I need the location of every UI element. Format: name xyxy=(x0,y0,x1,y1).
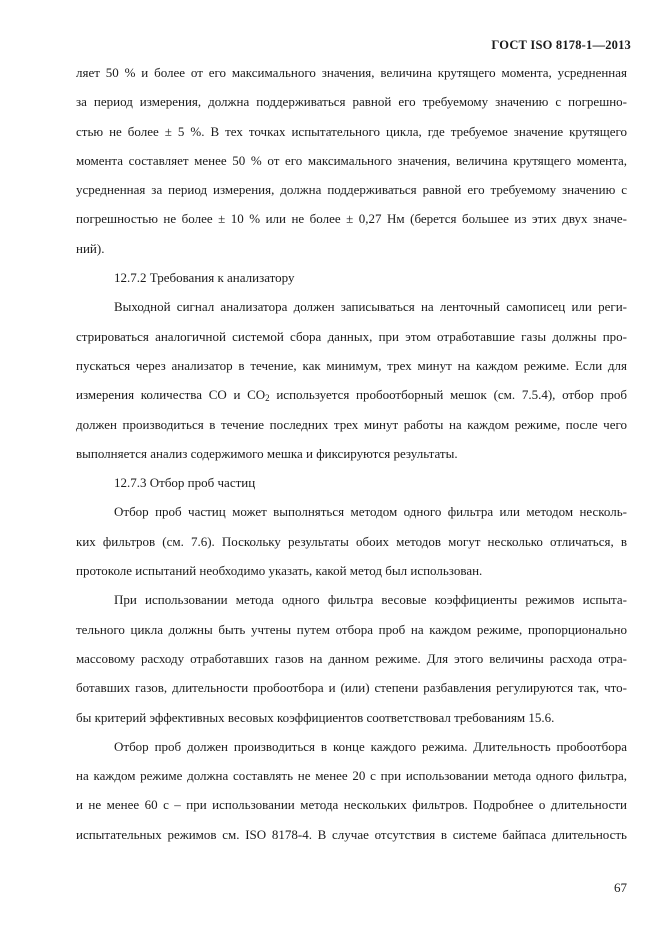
co2-text-post: используется пробоотборный мешок (см. 7.5.4), отбор проб xyxy=(269,387,627,403)
text-line-co2 xyxy=(76,380,627,409)
text-line: пускаться через анализатор в течение, как минимум, трех минут на каждом режиме. Если для xyxy=(76,357,627,373)
body-text xyxy=(76,58,627,849)
text-line: протоколе испытаний необходимо указать, какой метод был использован. xyxy=(76,563,483,579)
text-line: ких фильтров (см. 7.6). Поскольку результаты обоих методов могут несколько отличаться, в xyxy=(76,533,627,549)
text-line: бы критерий эффективных весовых коэффициентов соответствовал требованиям 15.6. xyxy=(76,709,555,725)
text-line: за период измерения, должна поддерживаться равной его требуемому значению с погрешно- xyxy=(76,94,627,110)
text-line: ляет 50 % и более от его максимального значения, величина крутящего момента, усредненная xyxy=(76,65,627,80)
text-line: и не менее 60 с – при использовании метода нескольких фильтров. Подробнее о длительности xyxy=(76,797,627,813)
text-line: момента составляет менее 50 % от его максимального значения, величина крутящего момента, xyxy=(76,152,627,168)
page-number: 67 xyxy=(614,880,627,895)
text-line: Выходной сигнал анализатора должен записываться на ленточный самописец или реги- xyxy=(114,299,627,315)
text-line: Отбор проб должен производиться в конце каждого режима. Длительность пробоотбора xyxy=(114,738,627,754)
text-line: выполняется анализ содержимого мешка и фиксируются результаты. xyxy=(76,445,458,461)
text-line: ботавших газов, длительности пробоотбора и (или) степени разбавления регулируются так, что- xyxy=(76,680,627,696)
text-line: Отбор проб частиц может выполняться методом одного фильтра или методом несколь- xyxy=(114,504,627,520)
text-line: погрешностью не более ± 10 % или не более ± 0,27 Нм (берется большее из этих двух значе- xyxy=(76,211,627,227)
co2-text-pre: измерения количества CO и CO xyxy=(76,387,266,403)
text-line: испытательных режимов см. ISO 8178-4. В случае отсутствия в системе байпаса длительность xyxy=(76,826,627,842)
text-line: должен производиться в течение последних трех минут работы на каждом режиме, после чего xyxy=(76,416,627,432)
co2-subscript: 2 xyxy=(265,393,270,404)
text-line: При использовании метода одного фильтра весовые коэффициенты режимов испыта- xyxy=(114,592,627,608)
text-line: усредненная за период измерения, должна поддерживаться равной его требуемому значению с xyxy=(76,182,627,198)
text-line: стрироваться аналогичной системой сбора данных, при этом отработавшие газы должны про- xyxy=(76,328,627,344)
text-line: ний). xyxy=(76,240,105,256)
section-heading-12-7-2: 12.7.2 Требования к анализатору xyxy=(114,270,295,286)
document-header: ГОСТ ISO 8178-1—2013 xyxy=(491,38,631,52)
text-line: на каждом режиме должна составлять не менее 20 с при использовании метода одного фильтра, xyxy=(76,768,627,784)
text-line: тельного цикла должны быть учтены путем отбора проб на каждом режиме, пропорционально xyxy=(76,621,627,637)
section-heading-12-7-3: 12.7.3 Отбор проб частиц xyxy=(114,475,256,491)
text-line: массовому расходу отработавших газов на данном режиме. Для этого величины расхода отра- xyxy=(76,650,627,666)
text-line: стью не более ± 5 %. В тех точках испытательного цикла, где требуемое значение крутящего xyxy=(76,123,627,139)
